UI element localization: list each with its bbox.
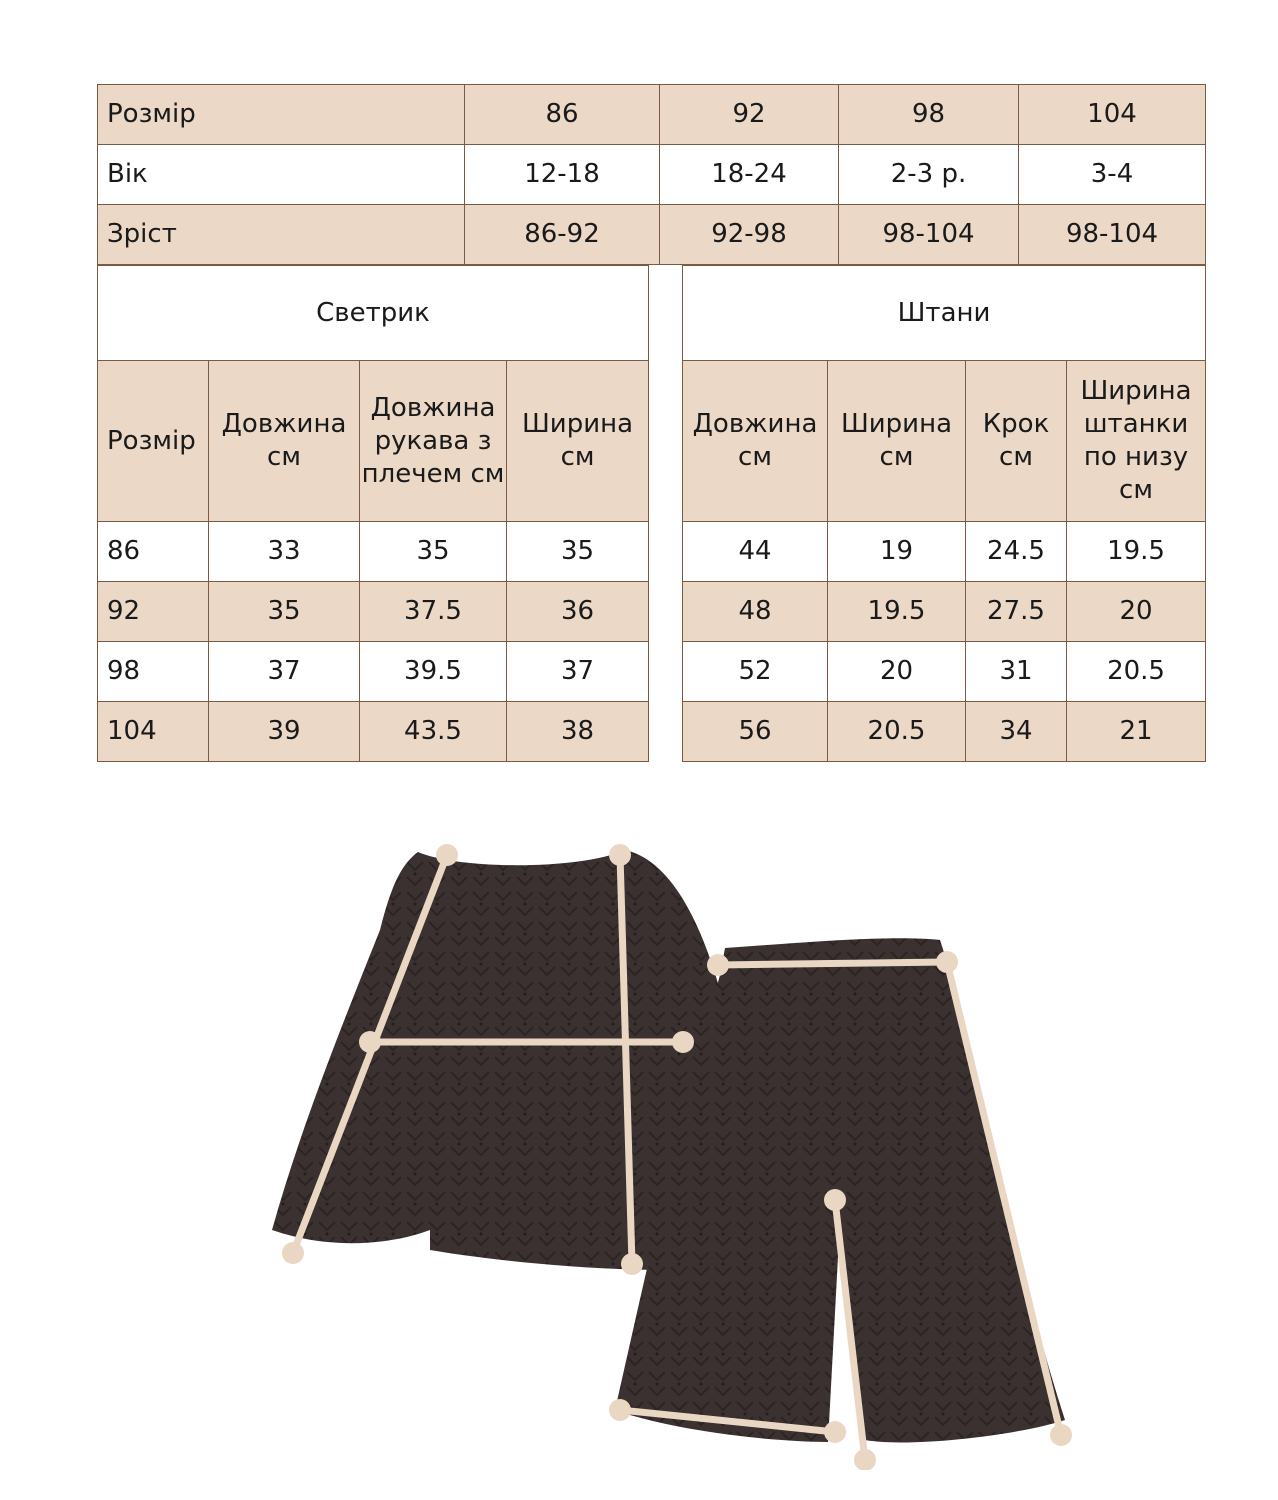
cell: 35 bbox=[360, 522, 507, 582]
cell: 20.5 bbox=[828, 702, 966, 762]
column-header: Ширина штанки по низу см bbox=[1067, 361, 1206, 522]
column-header: Довжина см bbox=[683, 361, 828, 522]
table-row bbox=[98, 702, 649, 762]
cell: 37.5 bbox=[360, 582, 507, 642]
cell: 104 bbox=[98, 702, 209, 762]
cell: 35 bbox=[209, 582, 360, 642]
cell: 19.5 bbox=[1067, 522, 1206, 582]
table-row bbox=[683, 702, 1206, 762]
cell: 44 bbox=[683, 522, 828, 582]
cell: 52 bbox=[683, 642, 828, 702]
sweater-shape bbox=[272, 850, 795, 1270]
cell: 24.5 bbox=[966, 522, 1067, 582]
sweater-title: Светрик bbox=[98, 266, 649, 361]
cell: 21 bbox=[1067, 702, 1206, 762]
cell: 98 bbox=[98, 642, 209, 702]
column-header: Довжина см bbox=[209, 361, 360, 522]
pants-size-table bbox=[682, 265, 1206, 762]
column-header: Крок см bbox=[966, 361, 1067, 522]
cell: 19.5 bbox=[828, 582, 966, 642]
pants-title: Штани bbox=[683, 266, 1206, 361]
cell: 20 bbox=[828, 642, 966, 702]
cell: 19 bbox=[828, 522, 966, 582]
cell: 86 bbox=[98, 522, 209, 582]
cell: 20 bbox=[1067, 582, 1206, 642]
table-row bbox=[98, 642, 649, 702]
table-row bbox=[683, 642, 1206, 702]
column-header: Ширина см bbox=[507, 361, 649, 522]
cell: 39.5 bbox=[360, 642, 507, 702]
cell: 48 bbox=[683, 582, 828, 642]
cell: 92-98 bbox=[660, 205, 839, 265]
cell: 86-92 bbox=[465, 205, 660, 265]
cell: 56 bbox=[683, 702, 828, 762]
cell: 36 bbox=[507, 582, 649, 642]
size-reference-table bbox=[97, 84, 1206, 265]
cell: 37 bbox=[209, 642, 360, 702]
table-row bbox=[98, 145, 1206, 205]
row-label: Зріст bbox=[98, 205, 465, 265]
column-header: Довжина рукава з плечем см bbox=[360, 361, 507, 522]
cell: 98 bbox=[839, 85, 1019, 145]
table-row bbox=[683, 582, 1206, 642]
garment-measurement-illustration bbox=[250, 830, 1080, 1470]
cell: 18-24 bbox=[660, 145, 839, 205]
cell: 98-104 bbox=[1019, 205, 1206, 265]
column-header: Розмір bbox=[98, 361, 209, 522]
cell: 104 bbox=[1019, 85, 1206, 145]
cell: 39 bbox=[209, 702, 360, 762]
cell: 27.5 bbox=[966, 582, 1067, 642]
table-row bbox=[683, 522, 1206, 582]
row-label: Вік bbox=[98, 145, 465, 205]
table-row bbox=[98, 85, 1206, 145]
cell: 34 bbox=[966, 702, 1067, 762]
cell: 98-104 bbox=[839, 205, 1019, 265]
column-header: Ширина см bbox=[828, 361, 966, 522]
table-title-row bbox=[98, 266, 649, 361]
cell: 86 bbox=[465, 85, 660, 145]
cell: 12-18 bbox=[465, 145, 660, 205]
table-row bbox=[98, 582, 649, 642]
cell: 38 bbox=[507, 702, 649, 762]
cell: 92 bbox=[98, 582, 209, 642]
cell: 33 bbox=[209, 522, 360, 582]
row-label: Розмір bbox=[98, 85, 465, 145]
cell: 37 bbox=[507, 642, 649, 702]
cell: 31 bbox=[966, 642, 1067, 702]
cell: 20.5 bbox=[1067, 642, 1206, 702]
table-header-row bbox=[98, 361, 649, 522]
table-row bbox=[98, 522, 649, 582]
table-row bbox=[98, 205, 1206, 265]
cell: 3-4 bbox=[1019, 145, 1206, 205]
cell: 43.5 bbox=[360, 702, 507, 762]
table-title-row bbox=[683, 266, 1206, 361]
sweater-size-table bbox=[97, 265, 649, 762]
cell: 35 bbox=[507, 522, 649, 582]
cell: 92 bbox=[660, 85, 839, 145]
cell: 2-3 р. bbox=[839, 145, 1019, 205]
table-header-row bbox=[683, 361, 1206, 522]
